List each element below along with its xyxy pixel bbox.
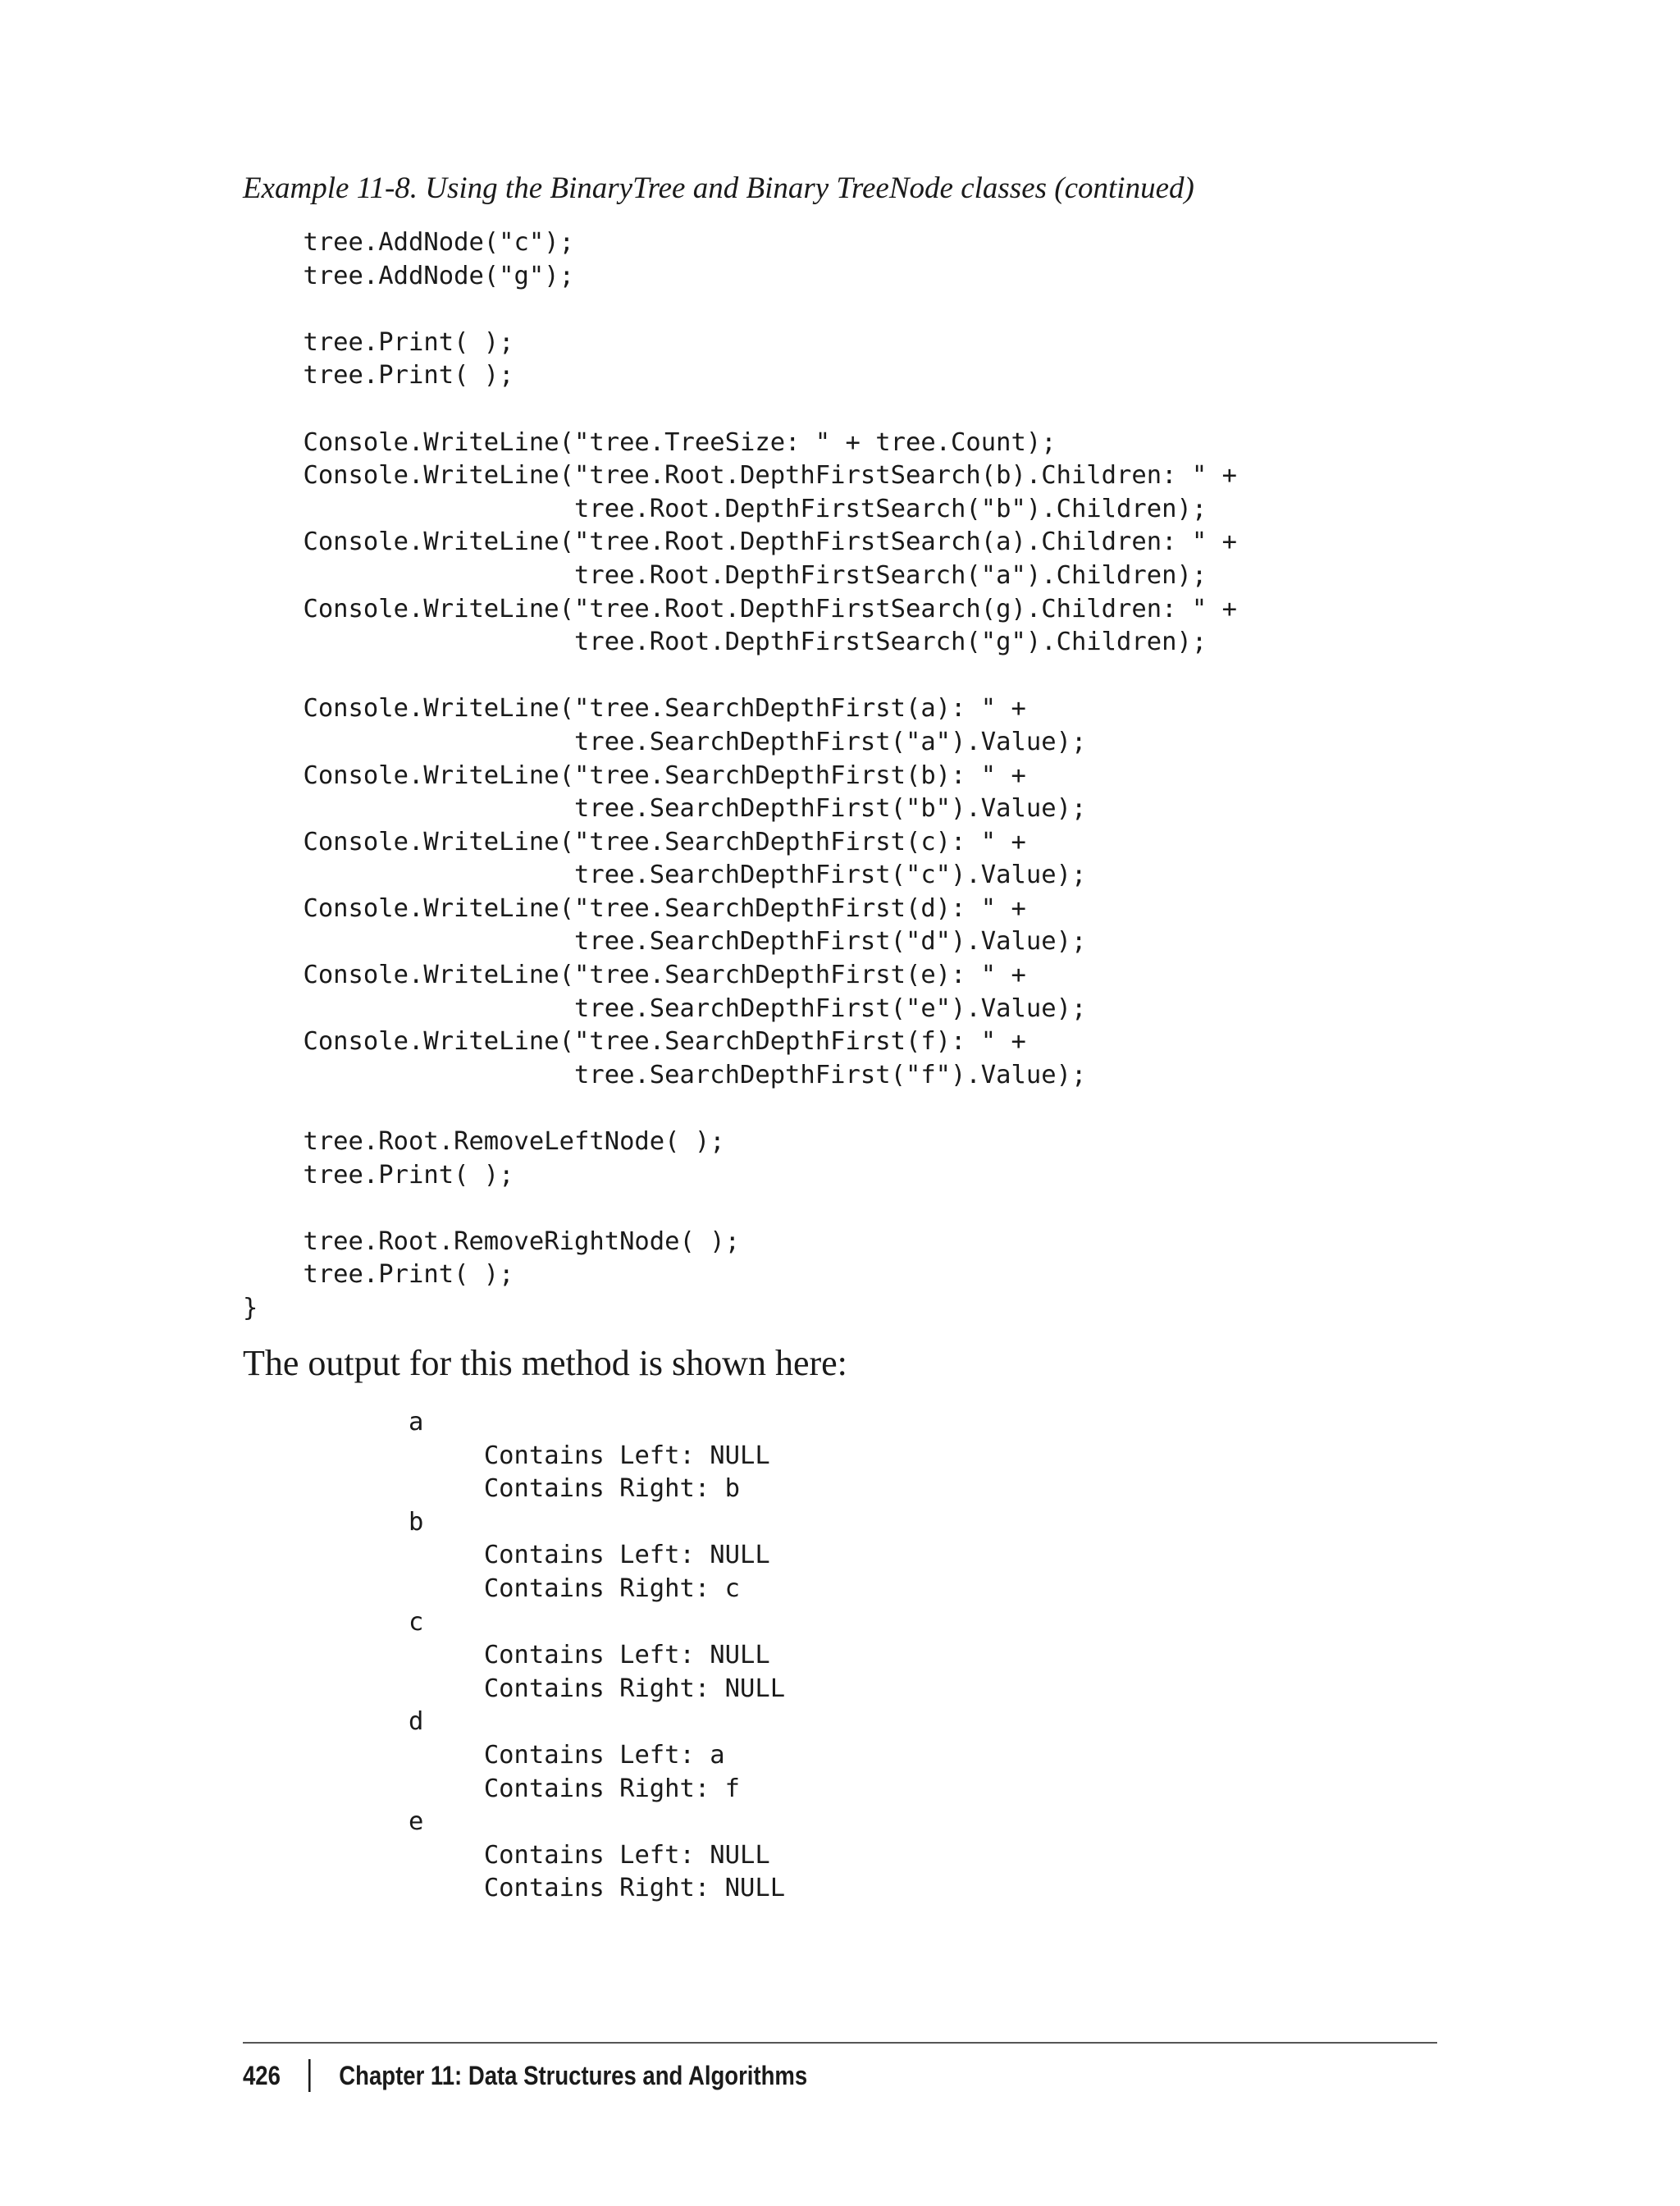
program-output: a Contains Left: NULL Contains Right: b b Contains Left: NULL Contains Right: c c Contains Left: NULL Contains Right: NULL d Contains Left: a Contains Right: f e Contains Left: NULL Contains Right: NULL (409, 1408, 786, 1903)
page-number: 426 (243, 2060, 281, 2090)
footer-separator (308, 2059, 311, 2092)
body-paragraph: The output for this method is shown here: (243, 1343, 847, 1383)
page-footer (243, 2058, 807, 2094)
example-caption: Example 11-8. Using the BinaryTree and Binary TreeNode classes (continued) (243, 171, 1194, 205)
chapter-title: Chapter 11: Data Structures and Algorithms (339, 2060, 808, 2090)
footer-rule (243, 2042, 1437, 2044)
code-listing: tree.AddNode("c"); tree.AddNode("g"); tree.Print( ); tree.Print( ); Console.WriteLine("tree.TreeSize: " + tree.Count); Console.WriteLine("tree.Root.DepthFirstSearch(b).Children: " + tree.Root.DepthFirstSearch("b").Children); Console.WriteLine("tree.Root.DepthFirstSearch(a).Children: " + tree.Root.DepthFirstSearch("a").Children); Console.WriteLine("tree.Root.DepthFirstSearch(g).Children: " + tree.Root.DepthFirstSearch("g").Children); Console.WriteLine("tree.SearchDepthFirst(a): " + tree.SearchDepthFirst("a").Value); Console.WriteLine("tree.SearchDepthFirst(b): " + tree.SearchDepthFirst("b").Value); Console.WriteLine("tree.SearchDepthFirst(c): " + tree.SearchDepthFirst("c").Value); Console.WriteLine("tree.SearchDepthFirst(d): " + tree.SearchDepthFirst("d").Value); Console.WriteLine("tree.SearchDepthFirst(e): " + tree.SearchDepthFirst("e").Value); Console.WriteLine("tree.SearchDepthFirst(f): " + tree.SearchDepthFirst("f").Value); tree.Root.RemoveLeftNode( ); tree.Print( ); tree.Root.RemoveRightNode( ); tree.Print( ); } (243, 228, 1237, 1322)
